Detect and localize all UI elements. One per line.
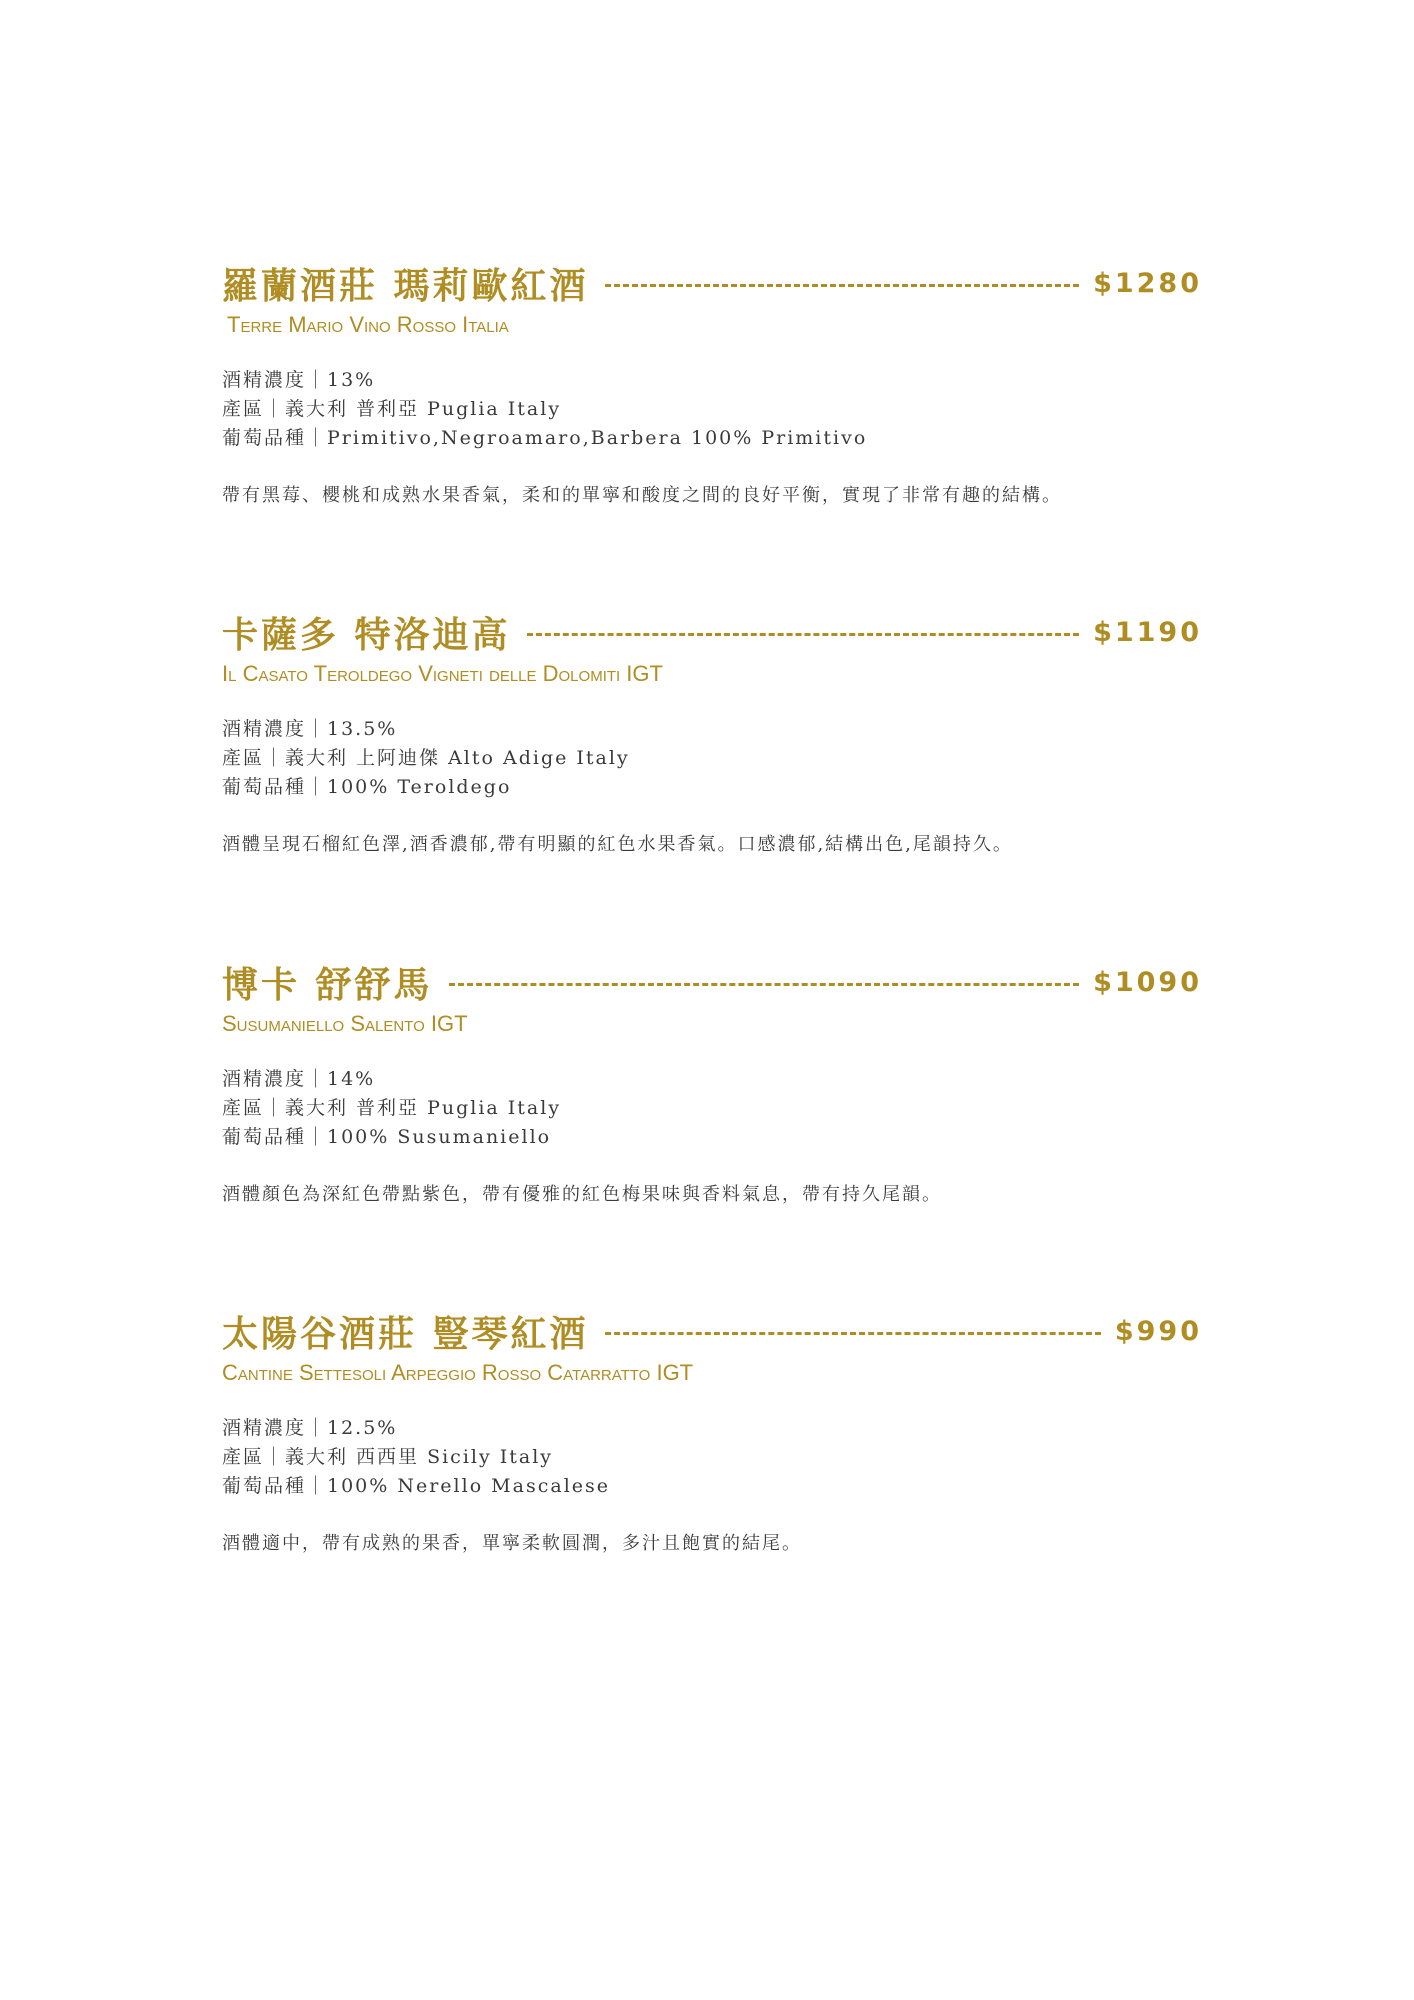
wine-entry bbox=[222, 1304, 1202, 1555]
wine-price: $1190 bbox=[1093, 616, 1202, 648]
wine-grape: 葡萄品種｜100% Teroldego bbox=[222, 776, 512, 798]
wine-specs bbox=[222, 1065, 1202, 1152]
dotted-leader bbox=[605, 1332, 1101, 1335]
wine-name-zh: 卡薩多 特洛迪高 bbox=[222, 613, 511, 656]
wine-name-en: Terre Mario Vino Rosso Italia bbox=[227, 312, 509, 337]
wine-abv: 酒精濃度｜13% bbox=[222, 369, 376, 391]
wine-name-en: Il Casato Teroldego Vigneti delle Dolomiti IGT bbox=[222, 661, 663, 686]
wine-abv: 酒精濃度｜14% bbox=[222, 1068, 376, 1090]
wine-grape: 葡萄品種｜100% Susumaniello bbox=[222, 1126, 552, 1148]
dotted-leader bbox=[449, 983, 1080, 986]
wine-title-row bbox=[222, 1304, 1202, 1358]
wine-abv: 酒精濃度｜12.5% bbox=[222, 1417, 398, 1439]
wine-title-row bbox=[222, 605, 1202, 659]
wine-region: 產區｜義大利 普利亞 Puglia Italy bbox=[222, 1097, 562, 1119]
wine-abv: 酒精濃度｜13.5% bbox=[222, 718, 398, 740]
wine-specs bbox=[222, 1414, 1202, 1501]
dotted-leader bbox=[527, 633, 1080, 636]
wine-price: $1280 bbox=[1093, 267, 1202, 299]
wine-entry bbox=[222, 605, 1202, 856]
wine-description: 帶有黑莓、櫻桃和成熟水果香氣，柔和的單寧和酸度之間的良好平衡，實現了非常有趣的結構。 bbox=[222, 485, 1062, 506]
wine-name-zh: 博卡 舒舒馬 bbox=[222, 963, 433, 1006]
wine-title-row bbox=[222, 256, 1202, 310]
wine-name-en: Susumaniello Salento IGT bbox=[222, 1011, 468, 1036]
wine-specs bbox=[222, 715, 1202, 802]
wine-description: 酒體呈現石榴紅色澤,酒香濃郁,帶有明顯的紅色水果香氣。口感濃郁,結構出色,尾韻持久。 bbox=[222, 834, 1013, 855]
wine-entry bbox=[222, 256, 1202, 507]
wine-region: 產區｜義大利 上阿迪傑 Alto Adige Italy bbox=[222, 747, 630, 769]
wine-description: 酒體適中，帶有成熟的果香，單寧柔軟圓潤，多汁且飽實的結尾。 bbox=[222, 1533, 802, 1554]
wine-title-row bbox=[222, 955, 1202, 1009]
dotted-leader bbox=[605, 284, 1080, 287]
wine-price: $990 bbox=[1114, 1315, 1202, 1347]
wine-grape: 葡萄品種｜Primitivo,Negroamaro,Barbera 100% Primitivo bbox=[222, 427, 868, 449]
wine-region: 產區｜義大利 西西里 Sicily Italy bbox=[222, 1446, 554, 1468]
wine-region: 產區｜義大利 普利亞 Puglia Italy bbox=[222, 398, 562, 420]
wine-name-zh: 羅蘭酒莊 瑪莉歐紅酒 bbox=[222, 264, 589, 307]
wine-entry bbox=[222, 955, 1202, 1206]
wine-specs bbox=[222, 366, 1202, 453]
wine-description: 酒體顏色為深紅色帶點紫色，帶有優雅的紅色梅果味與香料氣息，帶有持久尾韻。 bbox=[222, 1184, 942, 1205]
wine-price: $1090 bbox=[1093, 966, 1202, 998]
wine-name-zh: 太陽谷酒莊 豎琴紅酒 bbox=[222, 1312, 589, 1355]
wine-name-en: Cantine Settesoli Arpeggio Rosso Catarratto IGT bbox=[222, 1360, 694, 1385]
wine-grape: 葡萄品種｜100% Nerello Mascalese bbox=[222, 1475, 611, 1497]
